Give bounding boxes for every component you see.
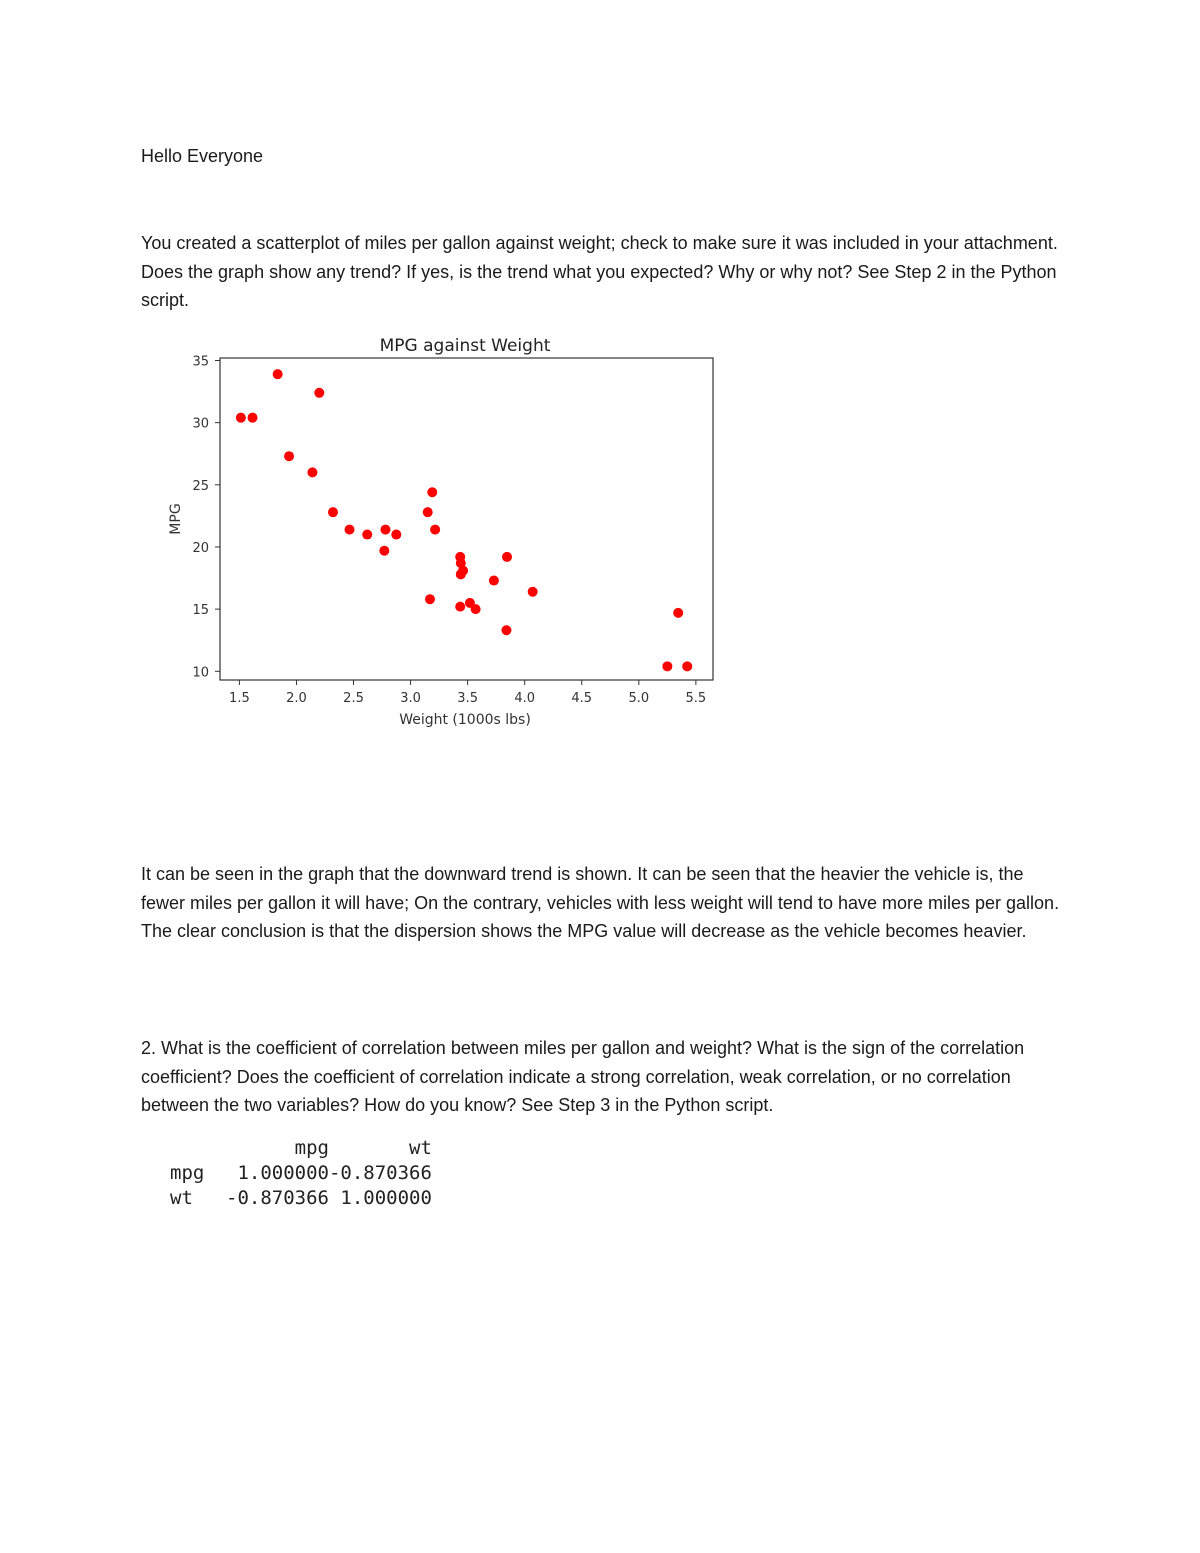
data-point — [682, 661, 692, 671]
row-label: mpg — [170, 1162, 205, 1184]
data-point — [248, 413, 258, 423]
y-tick-label: 35 — [192, 354, 209, 370]
x-tick-label: 2.0 — [286, 691, 307, 706]
table-row — [160, 1161, 432, 1186]
data-point — [528, 587, 538, 597]
table-header-cell — [160, 1136, 226, 1161]
y-tick-label: 10 — [192, 665, 209, 681]
table-header-cell: mpg — [294, 1137, 329, 1159]
data-point — [502, 552, 512, 562]
data-point — [362, 530, 372, 540]
data-point — [391, 530, 401, 540]
question-2: 2. What is the coefficient of correlation between miles per gallon and weight? What is the sign of the correlation coefficient? Does the coefficient of correlation indicate a strong correlation, weak correlation, or no correlation between the two variables? How do you know? See Step 3 in the Python script. — [141, 1038, 1025, 1115]
table-cell: -0.870366 — [226, 1187, 329, 1209]
table-row — [160, 1186, 432, 1211]
data-point — [380, 525, 390, 535]
table-cell: 1.000000 — [237, 1162, 329, 1184]
data-point — [427, 487, 437, 497]
y-tick-label: 20 — [192, 540, 209, 556]
data-point — [328, 507, 338, 517]
data-point — [471, 604, 481, 614]
x-tick-label: 1.5 — [229, 691, 250, 706]
scatter-chart-svg — [160, 328, 730, 736]
x-tick-label: 3.0 — [400, 691, 421, 706]
x-tick-label: 5.5 — [685, 691, 707, 706]
greeting: Hello Everyone — [141, 146, 264, 166]
y-tick-label: 15 — [192, 603, 209, 619]
table-header-row — [160, 1136, 432, 1161]
scatter-chart — [160, 328, 730, 736]
x-tick-label: 4.0 — [514, 691, 536, 706]
answer-1: It can be seen in the graph that the downward trend is shown. It can be seen that the heavier the vehicle is, the fewer miles per gallon it will have; On the contrary, vehicles with less weight will tend to have more miles per gallon. The clear conclusion is that the dispersion shows the MPG value will decrease as the vehicle becomes heavier. — [141, 864, 1060, 941]
table-header-cell: wt — [409, 1137, 432, 1159]
y-tick-label: 25 — [192, 478, 209, 494]
data-point — [236, 413, 246, 423]
x-tick-label: 2.5 — [343, 691, 364, 706]
plot-frame — [220, 358, 713, 680]
data-point — [489, 576, 499, 586]
table-cell: 1.000000 — [340, 1187, 432, 1209]
y-axis-label: MPG — [168, 503, 184, 535]
data-points — [236, 369, 692, 671]
x-tick-label: 3.5 — [457, 691, 478, 706]
data-point — [673, 608, 683, 618]
data-point — [425, 594, 435, 604]
correlation-table — [160, 1136, 432, 1211]
data-point — [314, 388, 324, 398]
data-point — [455, 602, 465, 612]
data-point — [284, 451, 294, 461]
data-point — [662, 661, 672, 671]
data-point — [273, 369, 283, 379]
chart-title: MPG against Weight — [379, 336, 551, 356]
row-label: wt — [170, 1187, 193, 1209]
data-point — [345, 525, 355, 535]
data-point — [423, 507, 433, 517]
table-cell: -0.870366 — [328, 1162, 432, 1184]
data-point — [430, 525, 440, 535]
y-tick-label: 30 — [192, 416, 209, 432]
axis-ticks — [192, 354, 706, 706]
x-tick-label: 4.5 — [571, 691, 593, 706]
data-point — [458, 566, 468, 576]
data-point — [379, 546, 389, 556]
x-tick-label: 5.0 — [628, 691, 650, 706]
data-point — [501, 625, 511, 635]
x-axis-label: Weight (1000s lbs) — [399, 712, 531, 728]
data-point — [307, 467, 317, 477]
question-1: You created a scatterplot of miles per gallon against weight; check to make sure it was included in your attachment. Does the graph show any trend? If yes, is the trend what you expected? Why or why not? See Step 2 in the Python script. — [141, 233, 1058, 310]
